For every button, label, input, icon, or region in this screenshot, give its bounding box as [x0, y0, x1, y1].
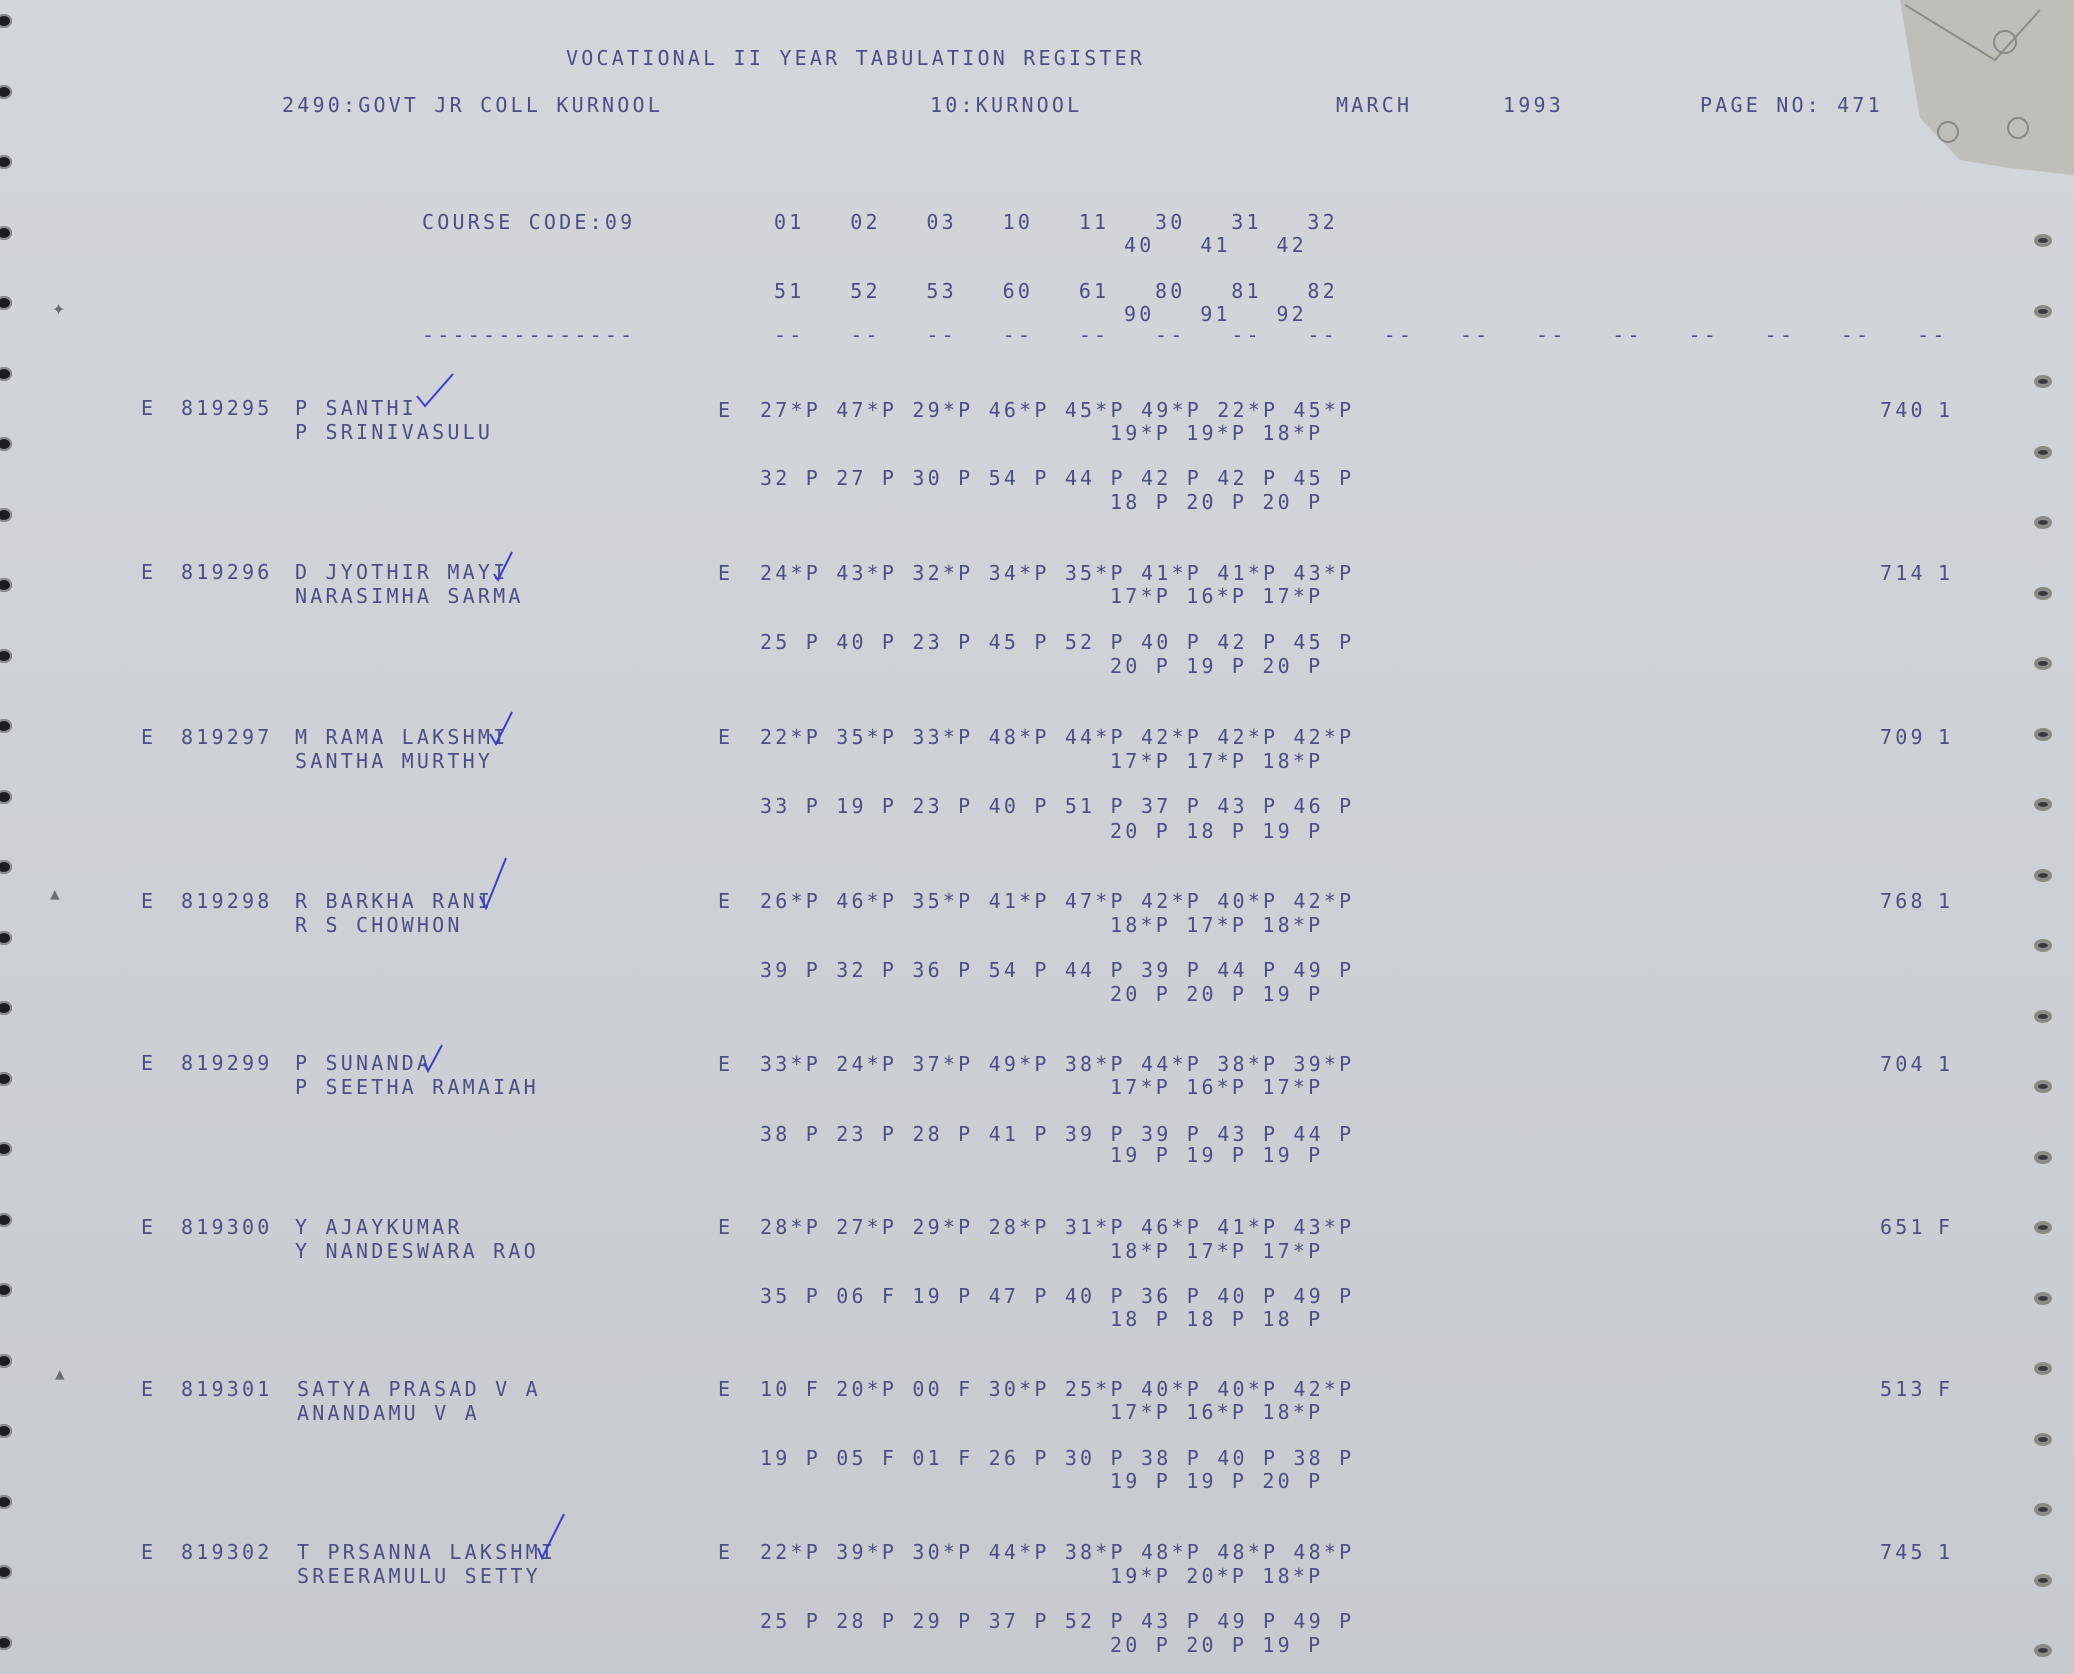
tractor-hole	[2034, 1362, 2052, 1375]
tractor-hole	[2034, 1221, 2052, 1234]
roll-number: 819296	[181, 560, 273, 584]
exam-flag: E	[718, 1215, 734, 1239]
tractor-hole	[2034, 305, 2052, 318]
tractor-hole	[2034, 1503, 2052, 1516]
exam-flag: E	[718, 398, 734, 422]
result-code: F	[1938, 1377, 1954, 1401]
student-name: M RAMA LAKSHMI	[295, 725, 509, 749]
marks-row1: 10 F 20*P 00 F 30*P 25*P 40*P 40*P 42*P	[760, 1377, 1355, 1401]
marks-row1: 26*P 46*P 35*P 41*P 47*P 42*P 40*P 42*P	[760, 889, 1355, 913]
student-type: E	[141, 396, 157, 420]
student-type: E	[141, 889, 157, 913]
tractor-hole	[0, 1354, 12, 1368]
student-type: E	[141, 1540, 157, 1564]
tractor-hole	[2034, 1080, 2052, 1093]
tractor-hole	[2034, 1433, 2052, 1446]
total-marks: 768	[1880, 889, 1926, 913]
course-code: COURSE CODE:09	[422, 210, 636, 234]
parent-name: P SRINIVASULU	[295, 420, 494, 444]
total-marks: 714	[1880, 561, 1926, 585]
tractor-hole	[0, 155, 12, 169]
right-tractor-holes	[2030, 0, 2060, 1674]
tractor-hole	[0, 367, 12, 381]
marks-row2b: 20 P 20 P 19 P	[1110, 982, 1324, 1006]
exam-year: 1993	[1503, 93, 1564, 117]
corner-damage	[1900, 0, 2074, 175]
marks-row1b: 18*P 17*P 17*P	[1110, 1239, 1324, 1263]
marks-row1: 27*P 47*P 29*P 46*P 45*P 49*P 22*P 45*P	[760, 398, 1355, 422]
parent-name: SANTHA MURTHY	[295, 749, 494, 773]
tractor-hole	[2034, 1151, 2052, 1164]
college-name: 2490:GOVT JR COLL KURNOOL	[282, 93, 664, 117]
tractor-hole	[0, 1565, 12, 1579]
roll-number: 819297	[181, 725, 273, 749]
result-code: 1	[1938, 725, 1954, 749]
marks-row2: 25 P 28 P 29 P 37 P 52 P 43 P 49 P 49 P	[760, 1609, 1355, 1633]
total-marks: 704	[1880, 1052, 1926, 1076]
check-mark	[488, 710, 514, 746]
stray-mark: ✦	[52, 296, 66, 321]
roll-number: 819302	[181, 1540, 273, 1564]
exam-flag: E	[718, 561, 734, 585]
tractor-hole	[0, 1283, 12, 1297]
student-type: E	[141, 1377, 157, 1401]
marks-row2: 39 P 32 P 36 P 54 P 44 P 39 P 44 P 49 P	[760, 958, 1355, 982]
exam-flag: E	[718, 1377, 734, 1401]
tractor-hole	[2034, 1010, 2052, 1023]
tractor-hole	[2034, 1574, 2052, 1587]
tractor-hole	[0, 85, 12, 99]
marks-row1b: 17*P 16*P 18*P	[1110, 1400, 1324, 1424]
marks-row2b: 19 P 19 P 20 P	[1110, 1469, 1324, 1493]
marks-row1b: 19*P 20*P 18*P	[1110, 1564, 1324, 1588]
exam-flag: E	[718, 889, 734, 913]
result-code: 1	[1938, 398, 1954, 422]
check-mark	[492, 550, 514, 582]
subject-codes-row2: 51 52 53 60 61 80 81 82	[774, 279, 1338, 303]
marks-row1b: 19*P 19*P 18*P	[1110, 421, 1324, 445]
tractor-hole	[2034, 798, 2052, 811]
result-code: F	[1938, 1215, 1954, 1239]
student-name: T PRSANNA LAKSHMI	[297, 1540, 557, 1564]
tractor-hole	[0, 226, 12, 240]
exam-flag: E	[718, 725, 734, 749]
marks-row1b: 17*P 17*P 18*P	[1110, 749, 1324, 773]
parent-name: NARASIMHA SARMA	[295, 584, 524, 608]
tractor-hole	[2034, 1292, 2052, 1305]
left-tractor-holes	[0, 0, 30, 1674]
tractor-hole	[0, 14, 12, 28]
roll-number: 819299	[181, 1051, 273, 1075]
marks-row2: 35 P 06 F 19 P 47 P 40 P 36 P 40 P 49 P	[760, 1284, 1355, 1308]
tractor-hole	[0, 1213, 12, 1227]
marks-row2b: 19 P 19 P 19 P	[1110, 1143, 1324, 1167]
check-mark	[478, 856, 508, 912]
tractor-hole	[0, 1424, 12, 1438]
tractor-hole	[2034, 1644, 2052, 1657]
marks-row1b: 17*P 16*P 17*P	[1110, 584, 1324, 608]
check-mark	[422, 1043, 444, 1073]
total-marks: 513	[1880, 1377, 1926, 1401]
student-name: P SUNANDA	[295, 1051, 433, 1075]
tractor-hole	[0, 860, 12, 874]
tractor-hole	[0, 931, 12, 945]
subject-codes-row1: 01 02 03 10 11 30 31 32	[774, 210, 1338, 234]
parent-name: Y NANDESWARA RAO	[295, 1239, 539, 1263]
exam-flag: E	[718, 1540, 734, 1564]
tractor-hole	[2034, 869, 2052, 882]
tractor-hole	[0, 578, 12, 592]
result-code: 1	[1938, 889, 1954, 913]
exam-flag: E	[718, 1052, 734, 1076]
tractor-hole	[0, 437, 12, 451]
roll-number: 819295	[181, 396, 273, 420]
total-marks: 651	[1880, 1215, 1926, 1239]
check-mark	[536, 1512, 566, 1562]
parent-name: SREERAMULU SETTY	[297, 1564, 541, 1588]
tractor-hole	[2034, 516, 2052, 529]
marks-row1b: 17*P 16*P 17*P	[1110, 1075, 1324, 1099]
marks-row1: 22*P 39*P 30*P 44*P 38*P 48*P 48*P 48*P	[760, 1540, 1355, 1564]
stray-mark: ▲	[50, 884, 60, 903]
student-name: Y AJAYKUMAR	[295, 1215, 463, 1239]
tractor-hole	[0, 1072, 12, 1086]
stray-mark: ▲	[55, 1364, 65, 1383]
tractor-hole	[0, 508, 12, 522]
tractor-hole	[0, 296, 12, 310]
tractor-hole	[2034, 234, 2052, 247]
marks-row1: 33*P 24*P 37*P 49*P 38*P 44*P 38*P 39*P	[760, 1052, 1355, 1076]
marks-row1b: 18*P 17*P 18*P	[1110, 913, 1324, 937]
header-underline-right: -- -- -- -- -- -- -- -- -- -- -- -- -- -- -- --	[774, 323, 1948, 347]
parent-name: R S CHOWHON	[295, 913, 463, 937]
marks-row2: 33 P 19 P 23 P 40 P 51 P 37 P 43 P 46 P	[760, 794, 1355, 818]
parent-name: ANANDAMU V A	[297, 1401, 480, 1425]
student-type: E	[141, 1051, 157, 1075]
marks-row2b: 18 P 20 P 20 P	[1110, 490, 1324, 514]
total-marks: 745	[1880, 1540, 1926, 1564]
student-name: SATYA PRASAD V A	[297, 1377, 541, 1401]
tractor-hole	[2034, 446, 2052, 459]
result-code: 1	[1938, 561, 1954, 585]
student-type: E	[141, 1215, 157, 1239]
total-marks: 709	[1880, 725, 1926, 749]
result-code: 1	[1938, 1540, 1954, 1564]
register-title: VOCATIONAL II YEAR TABULATION REGISTER	[566, 46, 1146, 70]
check-mark	[415, 370, 455, 412]
tractor-hole	[0, 1636, 12, 1650]
marks-row2: 38 P 23 P 28 P 41 P 39 P 39 P 43 P 44 P	[760, 1122, 1355, 1146]
marks-row2: 32 P 27 P 30 P 54 P 44 P 42 P 42 P 45 P	[760, 466, 1355, 490]
marks-row2b: 20 P 20 P 19 P	[1110, 1633, 1324, 1657]
tractor-hole	[0, 1142, 12, 1156]
marks-row1: 22*P 35*P 33*P 48*P 44*P 42*P 42*P 42*P	[760, 725, 1355, 749]
parent-name: P SEETHA RAMAIAH	[295, 1075, 539, 1099]
tractor-hole	[0, 790, 12, 804]
student-type: E	[141, 725, 157, 749]
page-number: PAGE NO: 471	[1700, 93, 1883, 117]
tractor-hole	[2034, 939, 2052, 952]
tractor-hole	[2034, 587, 2052, 600]
marks-row2b: 20 P 19 P 20 P	[1110, 654, 1324, 678]
roll-number: 819298	[181, 889, 273, 913]
exam-month: MARCH	[1336, 93, 1413, 117]
header-underline-left: --------------	[422, 323, 636, 347]
student-name: R BARKHA RANI	[295, 889, 494, 913]
subject-codes-row2b: 90 91 92	[1124, 302, 1307, 326]
tractor-hole	[0, 1001, 12, 1015]
tractor-hole	[2034, 375, 2052, 388]
student-type: E	[141, 560, 157, 584]
marks-row2b: 18 P 18 P 18 P	[1110, 1307, 1324, 1331]
tractor-hole	[0, 1495, 12, 1509]
roll-number: 819301	[181, 1377, 273, 1401]
marks-row2: 19 P 05 F 01 F 26 P 30 P 38 P 40 P 38 P	[760, 1446, 1355, 1470]
roll-number: 819300	[181, 1215, 273, 1239]
tractor-hole	[2034, 657, 2052, 670]
marks-row1: 28*P 27*P 29*P 28*P 31*P 46*P 41*P 43*P	[760, 1215, 1355, 1239]
marks-row2b: 20 P 18 P 19 P	[1110, 819, 1324, 843]
marks-row1: 24*P 43*P 32*P 34*P 35*P 41*P 41*P 43*P	[760, 561, 1355, 585]
result-code: 1	[1938, 1052, 1954, 1076]
marks-row2: 25 P 40 P 23 P 45 P 52 P 40 P 42 P 45 P	[760, 630, 1355, 654]
tractor-hole	[2034, 728, 2052, 741]
total-marks: 740	[1880, 398, 1926, 422]
tractor-hole	[0, 719, 12, 733]
subject-codes-row1b: 40 41 42	[1124, 233, 1307, 257]
tractor-hole	[0, 649, 12, 663]
district-name: 10:KURNOOL	[930, 93, 1083, 117]
student-name: P SANTHI	[295, 396, 417, 420]
student-name: D JYOTHIR MAYI	[295, 560, 509, 584]
